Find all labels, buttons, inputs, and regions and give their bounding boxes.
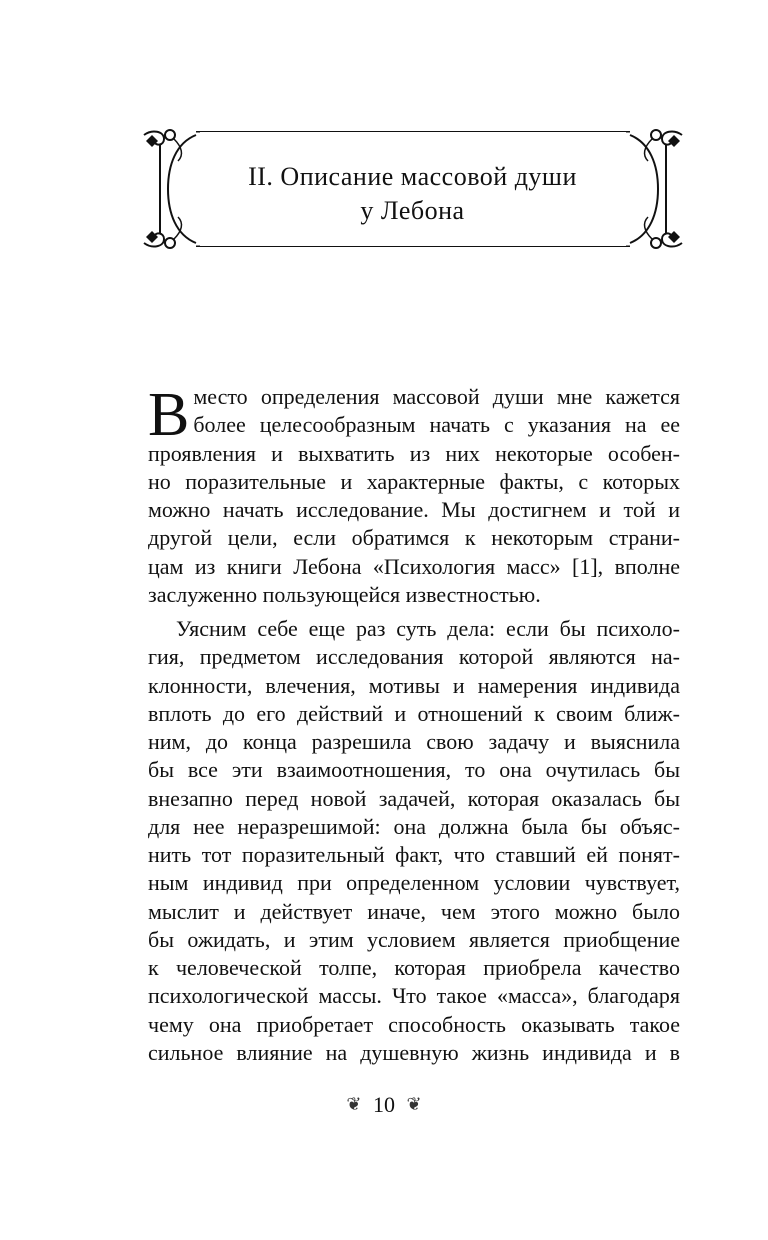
chapter-title-line-2: у Лебона [360,196,465,225]
text-line: клонности, влечения, мотивы и намерения индивида [148,672,680,698]
frame-top-rule [196,131,630,132]
page-footer [0,1092,768,1118]
text-line: проявления и выхватить из них некоторые особен- [148,440,680,466]
text-line: для нее неразрешимой: она должна была бы объяс- [148,813,680,839]
text-line: чему она приобретает способность оказывать такое [148,1011,680,1037]
left-floral-ornament-icon: ❦ [346,1094,362,1114]
text-line: мыслит и действует иначе, чем этого можно было [148,898,680,924]
text-line: бы ожидать, и этим условием является приобщение [148,926,680,952]
text-line: ним, до конца разрешила свою задачу и выяснила [148,729,680,754]
paragraph-2 [148,615,680,1067]
text-line: внезапно перед новой задачей, которая оказалась бы [148,785,680,811]
paragraph-1 [148,383,680,637]
text-line: ным индивид при определенном условии чувствует, [148,870,680,896]
text-line: бы все эти взаимоотношения, то она очутилась бы [148,757,680,783]
text-line: место определения массовой души мне кажется [193,384,680,409]
chapter-title [205,160,620,228]
right-corner-ornament-icon [608,125,688,253]
chapter-title-line-1: II. Описание массовой души [248,162,577,191]
text-line: более целесообразным начать с указания на ее [193,412,680,438]
page-number: 10 [373,1092,395,1117]
text-line: цам из книги Лебона «Психология масс» [1], вполне [148,553,680,579]
text-line: Уясним себе еще раз суть дела: если бы психоло- [176,616,680,641]
frame-bottom-rule [196,246,630,247]
drop-cap: В [148,381,190,449]
text-line: психологической массы. Что такое «масса», благодаря [148,983,680,1009]
text-line: к человеческой толпе, которая приобрела качество [148,955,680,980]
text-line: можно начать исследование. Мы достигнем и той и [148,497,680,522]
text-line: другой цели, если обратимся к некоторым страни- [148,525,680,551]
text-line: сильное влияние на душевную жизнь индивида и в [148,1039,680,1065]
text-line: заслуженно пользующейся известностью. [148,581,541,607]
text-line: вплоть до его действий и отношений к своим ближ- [148,700,680,726]
text-line: но поразительные и характерные факты, с которых [148,468,680,494]
text-line: гия, предметом исследования которой являются на- [148,644,680,670]
right-floral-ornament-icon: ❦ [406,1094,422,1114]
text-line: нить тот поразительный факт, что ставший ей понят- [148,842,680,867]
